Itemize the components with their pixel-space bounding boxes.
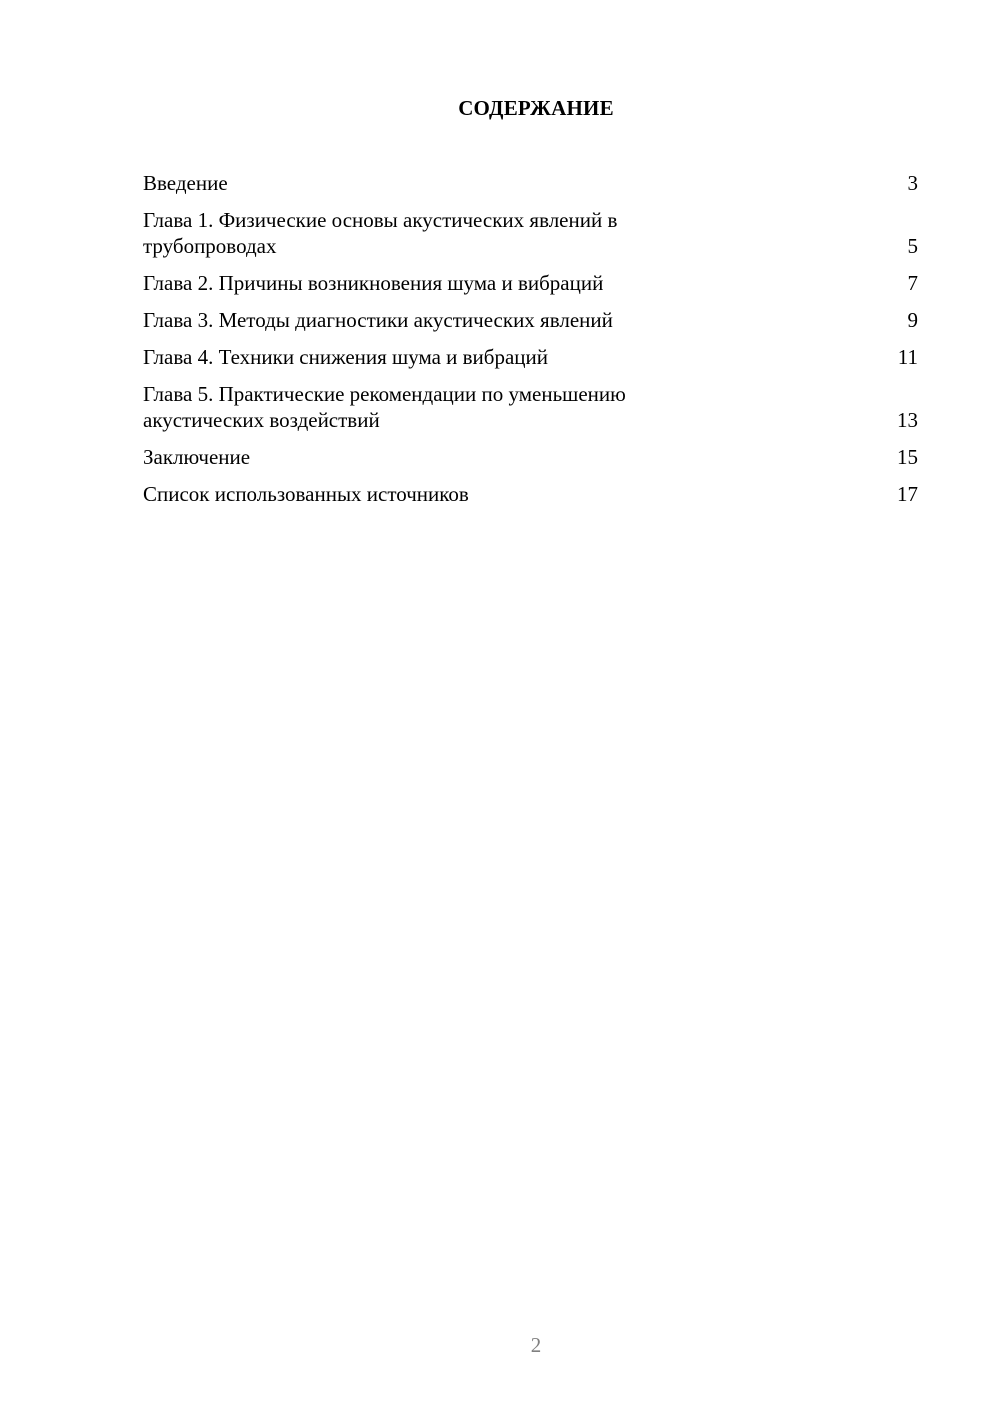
- toc-entry-chapter-2: [143, 270, 918, 296]
- toc-entry-page: 9: [907, 308, 918, 332]
- toc-entry-chapter-1: [143, 207, 918, 259]
- toc-entry-chapter-3: [143, 307, 918, 333]
- toc-entry-page: 13: [897, 408, 918, 432]
- toc-entry-title: Список использованных источников: [143, 482, 469, 506]
- toc-entry-page: 15: [897, 445, 918, 469]
- toc-entry-references: [143, 481, 918, 507]
- toc-entry-title: Глава 3. Методы диагностики акустических явлений: [143, 308, 613, 332]
- toc-entry-conclusion: [143, 444, 918, 470]
- toc-entry-page: 11: [897, 345, 918, 369]
- toc-entry-page: 17: [897, 482, 918, 506]
- toc-title: СОДЕРЖАНИЕ: [458, 96, 614, 120]
- page-number: 2: [530, 1333, 542, 1357]
- toc-entry-title: Глава 1. Физические основы акустических явлений в трубопроводах: [143, 208, 618, 258]
- toc-entry-chapter-5: [143, 381, 918, 433]
- toc-entry-title: Введение: [143, 171, 228, 195]
- toc-entry-introduction: [143, 170, 918, 196]
- toc-entry-page: 7: [907, 271, 918, 295]
- toc-entry-page: 5: [907, 234, 918, 258]
- toc-entry-title: Глава 2. Причины возникновения шума и вибраций: [143, 271, 604, 295]
- toc-entry-title: Заключение: [143, 445, 251, 469]
- toc-entry-title: Глава 4. Техники снижения шума и вибраций: [143, 345, 549, 369]
- toc-entry-chapter-4: [143, 344, 918, 370]
- toc-entry-title: Глава 5. Практические рекомендации по уменьшению акустических воздействий: [143, 382, 626, 432]
- toc-list: [143, 170, 918, 518]
- toc-entry-page: 3: [907, 171, 918, 195]
